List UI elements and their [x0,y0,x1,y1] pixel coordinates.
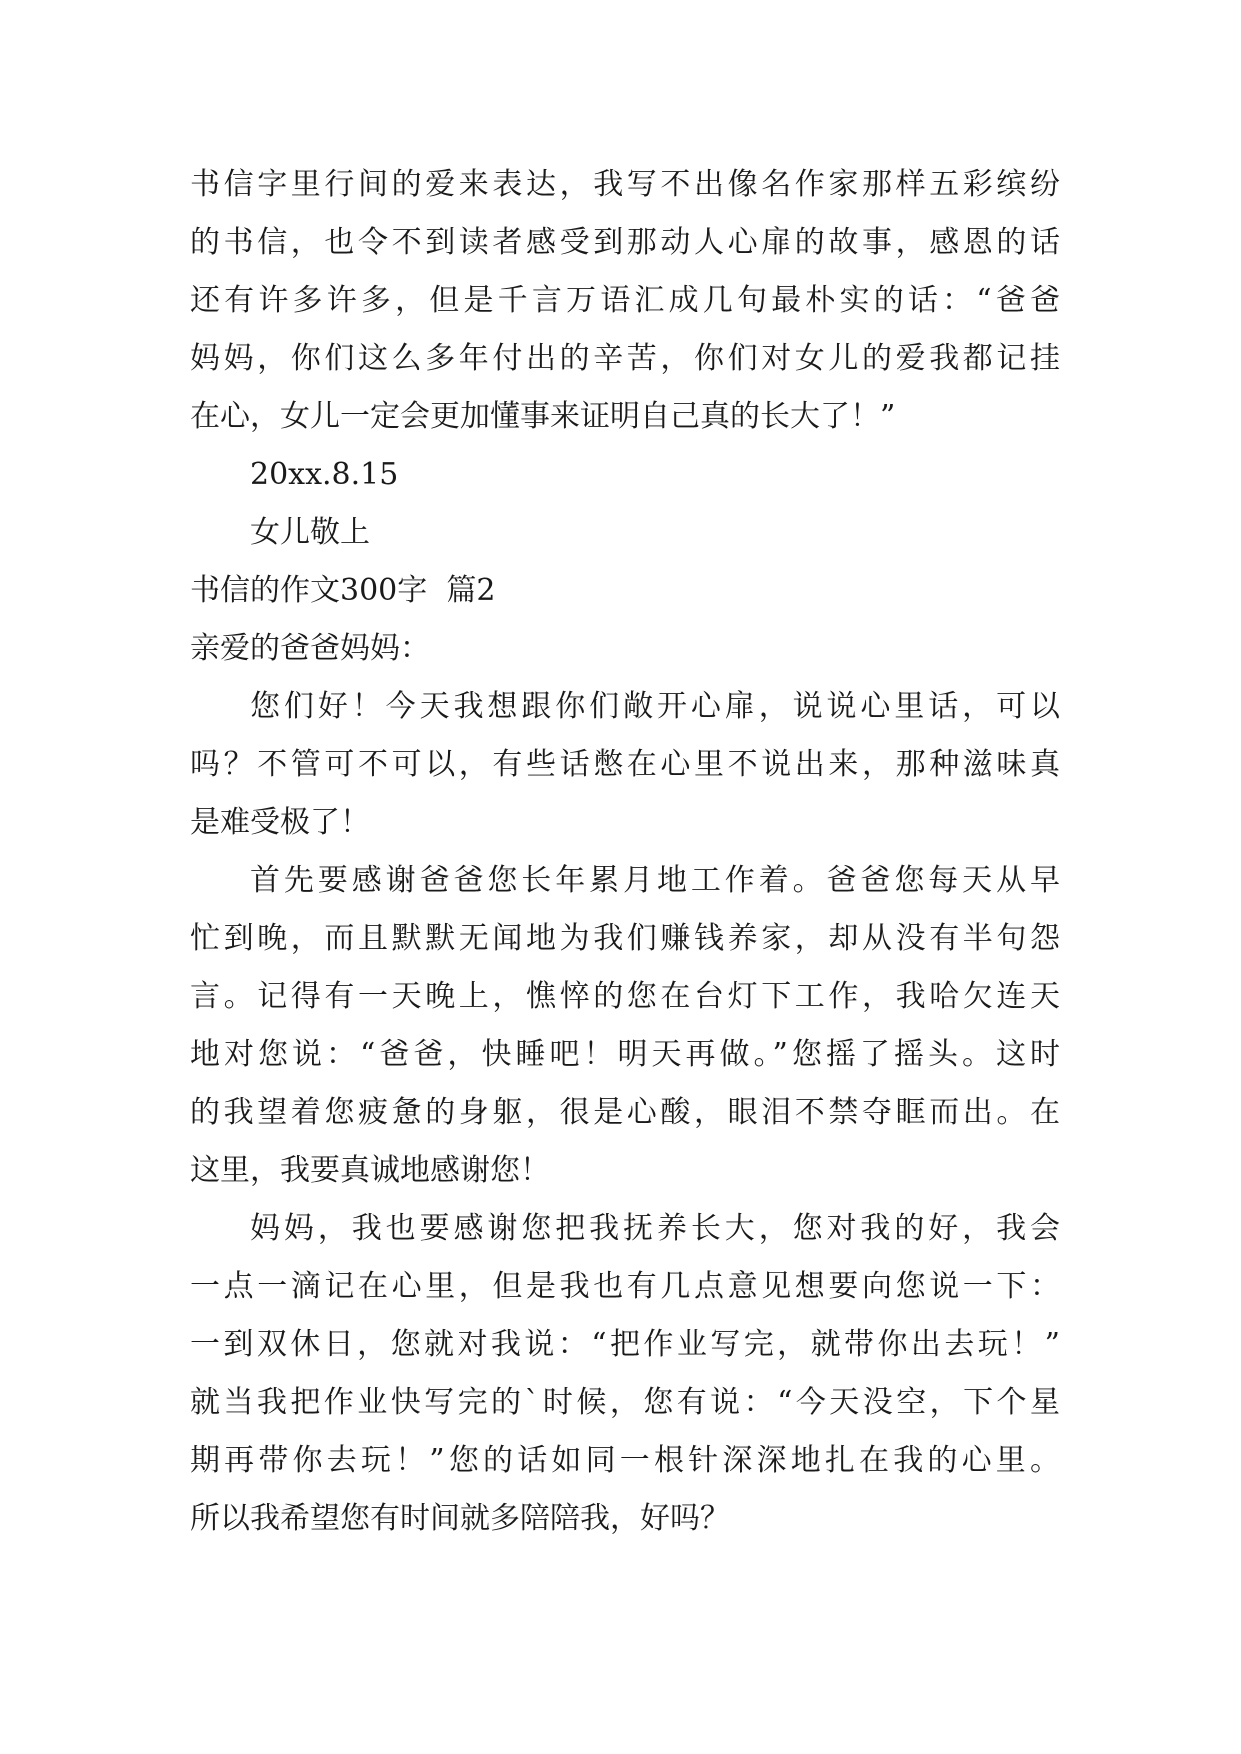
text-line: 地对您说：“爸爸，快睡吧！明天再做。”您摇了摇头。这时 [190,1037,1060,1072]
text-line: 妈妈，我也要感谢您把我抚养长大，您对我的好，我会 [250,1211,1060,1246]
paragraph-3 [190,1200,1060,1548]
text-line: 这里，我要真诚地感谢您！ [190,1153,550,1188]
paragraph-2 [190,852,1060,1200]
letter-1-continuation [190,156,1060,446]
paragraph-1 [190,678,1060,852]
text-line: 还有许多许多，但是千言万语汇成几句最朴实的话：“爸爸 [190,283,1060,318]
text-line: 期再带你去玩！”您的话如同一根针深深地扎在我的心里。 [190,1443,1060,1478]
text-line: 您们好！今天我想跟你们敞开心扉，说说心里话，可以 [250,689,1060,724]
text-line: 言。记得有一天晚上，憔悴的您在台灯下工作，我哈欠连天 [190,979,1060,1014]
section-heading: 书信的作文300字 篇2 [190,573,496,608]
letter-date: 20xx.8.15 [250,457,399,492]
text-line: 书信字里行间的爱来表达，我写不出像名作家那样五彩缤纷 [190,167,1060,202]
text-line: 首先要感谢爸爸您长年累月地工作着。爸爸您每天从早 [250,863,1060,898]
text-line: 的书信，也令不到读者感受到那动人心扉的故事，感恩的话 [190,225,1060,260]
text-line: 一点一滴记在心里，但是我也有几点意见想要向您说一下： [190,1269,1060,1304]
letter-signature: 女儿敬上 [250,515,370,550]
document-body [190,156,1060,1548]
text-line: 是难受极了！ [190,805,370,840]
letter-salutation: 亲爱的爸爸妈妈： [190,631,430,666]
text-line: 忙到晚，而且默默无闻地为我们赚钱养家，却从没有半句怨 [190,921,1060,956]
text-line: 一到双休日，您就对我说：“把作业写完，就带你出去玩！” [190,1327,1060,1362]
text-line: 的我望着您疲惫的身躯，很是心酸，眼泪不禁夺眶而出。在 [190,1095,1060,1130]
text-line: 在心，女儿一定会更加懂事来证明自己真的长大了！” [190,399,896,434]
text-line: 就当我把作业快写完的`时候，您有说：“今天没空，下个星 [190,1385,1060,1420]
text-line: 妈妈，你们这么多年付出的辛苦，你们对女儿的爱我都记挂 [190,341,1060,376]
text-line: 吗？不管可不可以，有些话憋在心里不说出来，那种滋味真 [190,747,1060,782]
text-line: 所以我希望您有时间就多陪陪我，好吗？ [190,1501,730,1536]
